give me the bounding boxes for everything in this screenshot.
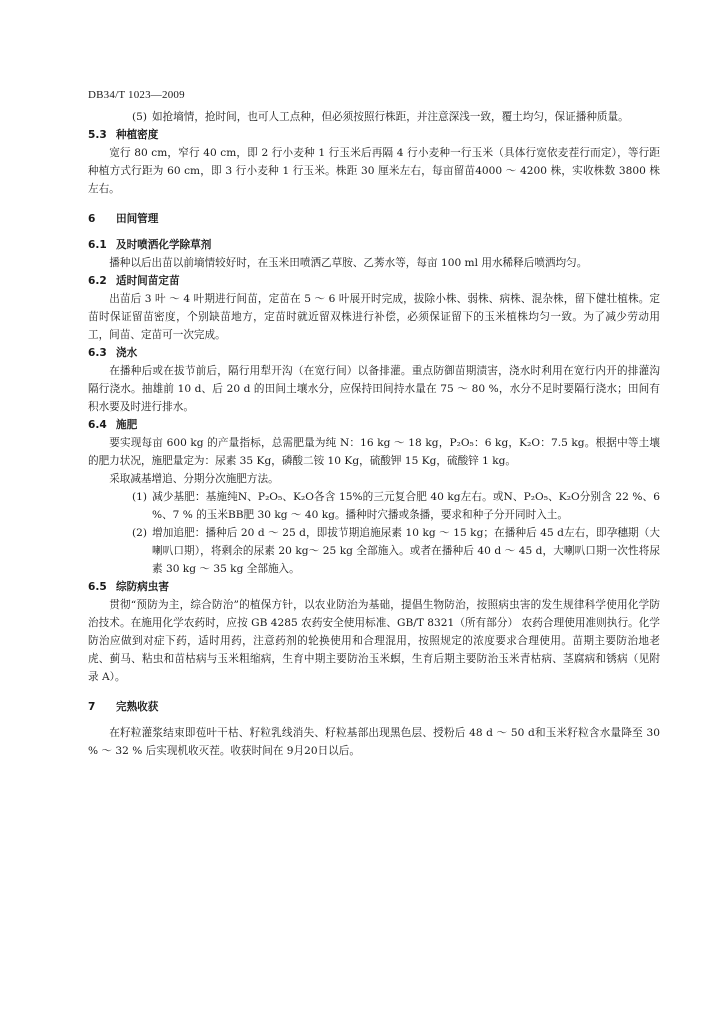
list-item-text: 增加追肥：播种后 20 d ～ 25 d，即拔节期追施尿素 10 kg ～ 15 kg；在播种后 45 d左右，即孕穗期（大喇叭口期），将剩余的尿素 20 kg～ 25 kg 全部施入。或者在播种后 40 d ～ 45 d，大喇叭口期一次性将尿素 30 kg ～ 35 kg 全部施入。 <box>152 527 660 575</box>
section-heading-6-1 <box>88 236 660 254</box>
section-heading-6-3 <box>88 344 660 362</box>
section-heading-6-5 <box>88 578 660 596</box>
section-title: 综防病虫害 <box>116 581 169 593</box>
section-title: 适时间苗定苗 <box>116 275 180 287</box>
section-paragraph: 宽行 80 cm，窄行 40 cm，即 2 行小麦种 1 行玉米后再隔 4 行小麦种一行玉米（具体行宽依麦茬行而定），等行距种植方式行距为 60 cm，即 3 行小麦种 1 行玉米。株距 30 厘米左右，每亩留苗4000 ～ 4200 株，实收株数 3800 株左右。 <box>88 147 660 195</box>
list-marker: (5) <box>132 111 148 123</box>
section-number: 6.4 <box>88 419 107 431</box>
section-paragraph: 在籽粒灌浆结束即苞叶干枯、籽粒乳线消失、籽粒基部出现黑色层、授粉后 48 d ～ 50 d和玉米籽粒含水量降至 30 % ～ 32 % 后实现机收灭茬。收获时间在 9月20日以后。 <box>88 727 660 757</box>
section-number: 5.3 <box>88 129 107 141</box>
list-item-text: 减少基肥：基施纯N、P₂O₅、K₂O各含 15%的三元复合肥 40 kg左右。或N、P₂O₅、K₂O分别含 22 %、6 %、7 % 的玉米BB肥 30 kg ～ 40 kg。播种时穴播或条播，要求和种子分开同时入土。 <box>152 491 660 521</box>
section-heading-6-2 <box>88 272 660 290</box>
list-item-1 <box>132 488 660 524</box>
section-heading-6-4 <box>88 416 660 434</box>
section-heading-5-3 <box>88 126 660 144</box>
section-number: 6.5 <box>88 581 107 593</box>
section-title: 种植密度 <box>116 129 159 141</box>
section-title: 施肥 <box>116 419 138 431</box>
standard-code: DB34/T 1023—2009 <box>88 89 185 101</box>
section-paragraph: 出苗后 3 叶 ～ 4 叶期进行间苗，定苗在 5 ～ 6 叶展开时完成，拔除小株、弱株、病株、混杂株，留下健壮植株。定苗时保证留苗密度，个别缺苗地方，定苗时就近留双株进行补偿，必须保证留下的玉米植株均匀一致。为了减少劳动用工，间苗、定苗可一次完成。 <box>88 293 660 341</box>
section-title: 田间管理 <box>116 213 159 225</box>
document-body <box>88 108 660 760</box>
section-heading-6 <box>88 210 660 228</box>
section-number: 6 <box>88 213 96 225</box>
section-paragraph: 贯彻“预防为主，综合防治”的植保方针，以农业防治为基础，提倡生物防治，按照病虫害的发生规律科学使用化学防治技术。在施用化学农药时，应按 GB 4285 农药安全使用标准、GB/T 8321（所有部分） 农药合理使用准则执行。化学防治应做到对症下药，适时用药，注意药剂的轮换使用和合理混用，按照规定的浓度要求合理使用。苗期主要防治地老虎、蓟马、粘虫和苗枯病与玉米粗缩病，生育中期主要防治玉米螟，生育后期主要防治玉米青枯病、茎腐病和锈病（见附录 A）。 <box>88 599 660 683</box>
list-item-2 <box>132 524 660 578</box>
list-marker: (2) <box>132 527 148 539</box>
section-paragraph: 在播种后或在拔节前后，隔行用犁开沟（在宽行间）以备排灌。重点防御苗期渍害，浇水时利用在宽行内开的排灌沟隔行浇水。抽雄前 10 d、后 20 d 的田间土壤水分，应保持田间持水量在 75 ～ 80 %，水分不足时要隔行浇水；田间有积水要及时进行排水。 <box>88 365 660 413</box>
section-number: 7 <box>88 701 96 713</box>
section-paragraph: 要实现每亩 600 kg 的产量指标，总需肥量为纯 N：16 kg ～ 18 kg，P₂O₅：6 kg，K₂O：7.5 kg。根据中等土壤的肥力状况，施肥量定为：尿素 35 Kg，磷酸二铵 10 Kg，硫酸钾 15 Kg，硫酸锌 1 kg。 <box>88 437 660 467</box>
list-item-text: 如抢墒情，抢时间，也可人工点种，但必须按照行株距，并注意深浅一致，覆土均匀，保证播种质量。 <box>152 111 629 123</box>
section-title: 浇水 <box>116 347 138 359</box>
section-number: 6.1 <box>88 239 107 251</box>
list-marker: (1) <box>132 491 148 503</box>
section-title: 完熟收获 <box>116 701 159 713</box>
section-paragraph: 播种以后出苗以前墒情较好时，在玉米田喷洒乙草胺、乙莠水等，每亩 100 ml 用水稀释后喷洒均匀。 <box>109 257 588 269</box>
section-heading-7 <box>88 698 660 716</box>
section-number: 6.3 <box>88 347 107 359</box>
section-paragraph: 采取减基增追、分期分次施肥方法。 <box>109 473 279 485</box>
list-item-5 <box>132 108 660 126</box>
section-title: 及时喷洒化学除草剂 <box>116 239 212 251</box>
section-number: 6.2 <box>88 275 107 287</box>
